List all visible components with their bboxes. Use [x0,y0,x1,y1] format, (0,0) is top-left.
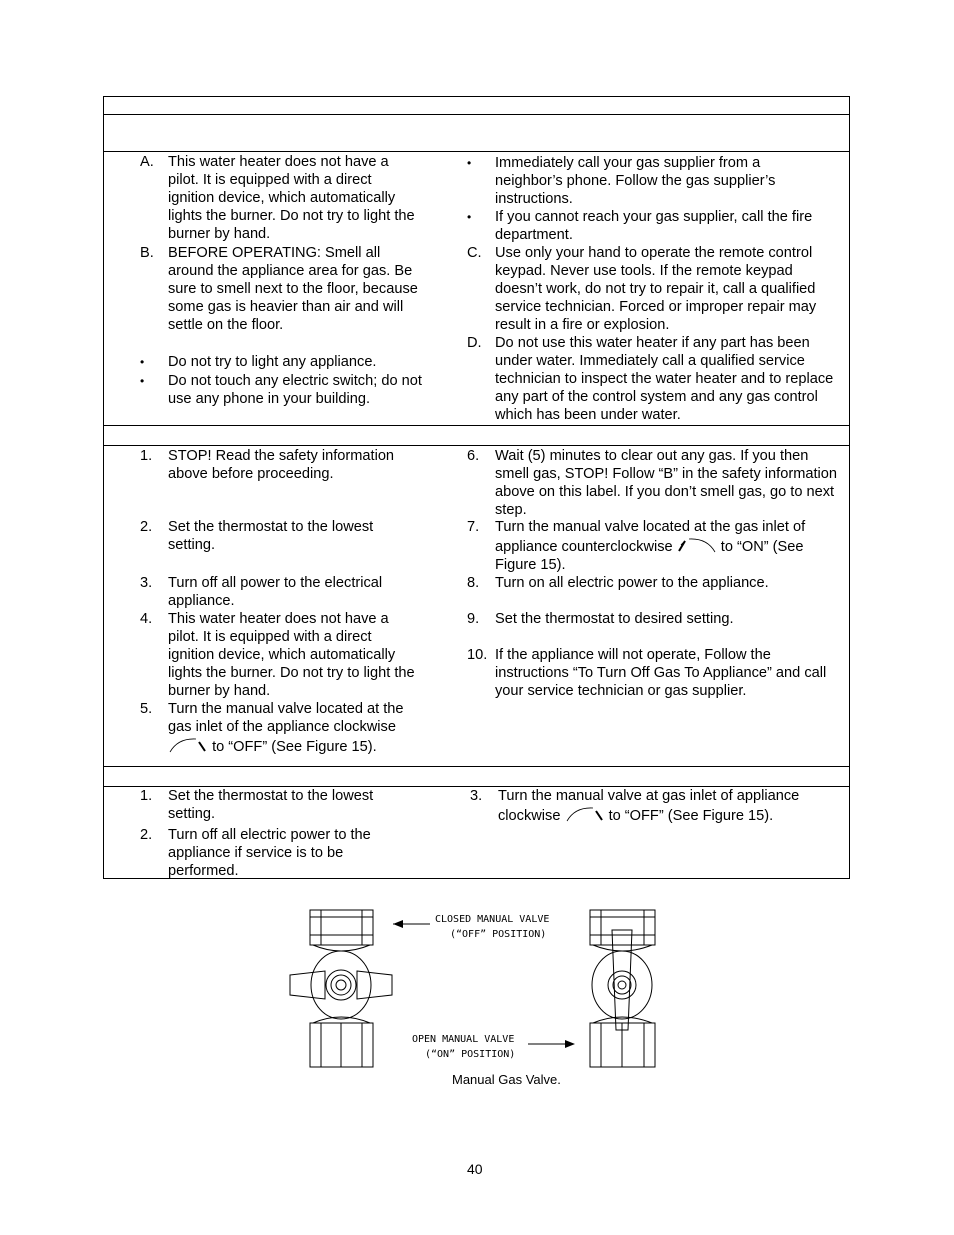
shutoff-step-3-end: to “OFF” (See Figure 15). [608,808,774,824]
shutoff-step-3-dir: clockwise [498,808,561,824]
clockwise-arrow-icon [168,736,208,754]
operating-step-5-end: to “OFF” (See Figure 15). [212,739,377,755]
figure-caption: Manual Gas Valve. [452,1072,561,1087]
operating-step-7-dir: appliance counterclockwise [495,539,673,555]
clockwise-arrow-icon [565,805,605,823]
open-valve-position: (“ON” POSITION) [425,1049,516,1060]
closed-valve-drawing [290,910,392,1067]
manual-gas-valve-figure [285,905,670,1071]
divider [104,151,849,152]
operating-step-7-ref: Figure 15). [495,557,566,573]
open-valve-drawing [590,910,655,1067]
operating-step-5-text: Turn the manual valve located at the gas inlet of the appliance clockwise [168,701,404,735]
shutoff-step-3-text: Turn the manual valve at gas inlet of appliance [498,788,800,804]
open-valve-label: OPEN MANUAL VALVE [412,1034,515,1045]
divider [104,766,849,767]
divider [104,425,849,426]
operating-step-7-end: to “ON” (See [720,539,804,555]
closed-valve-position: (“OFF” POSITION) [450,929,547,940]
counterclockwise-arrow-icon [677,536,717,554]
page-number: 40 [467,1161,483,1177]
divider [104,445,849,446]
divider [104,114,849,115]
operating-step-7-text: Turn the manual valve located at the gas inlet of [495,519,806,535]
closed-valve-label: CLOSED MANUAL VALVE [435,914,550,925]
